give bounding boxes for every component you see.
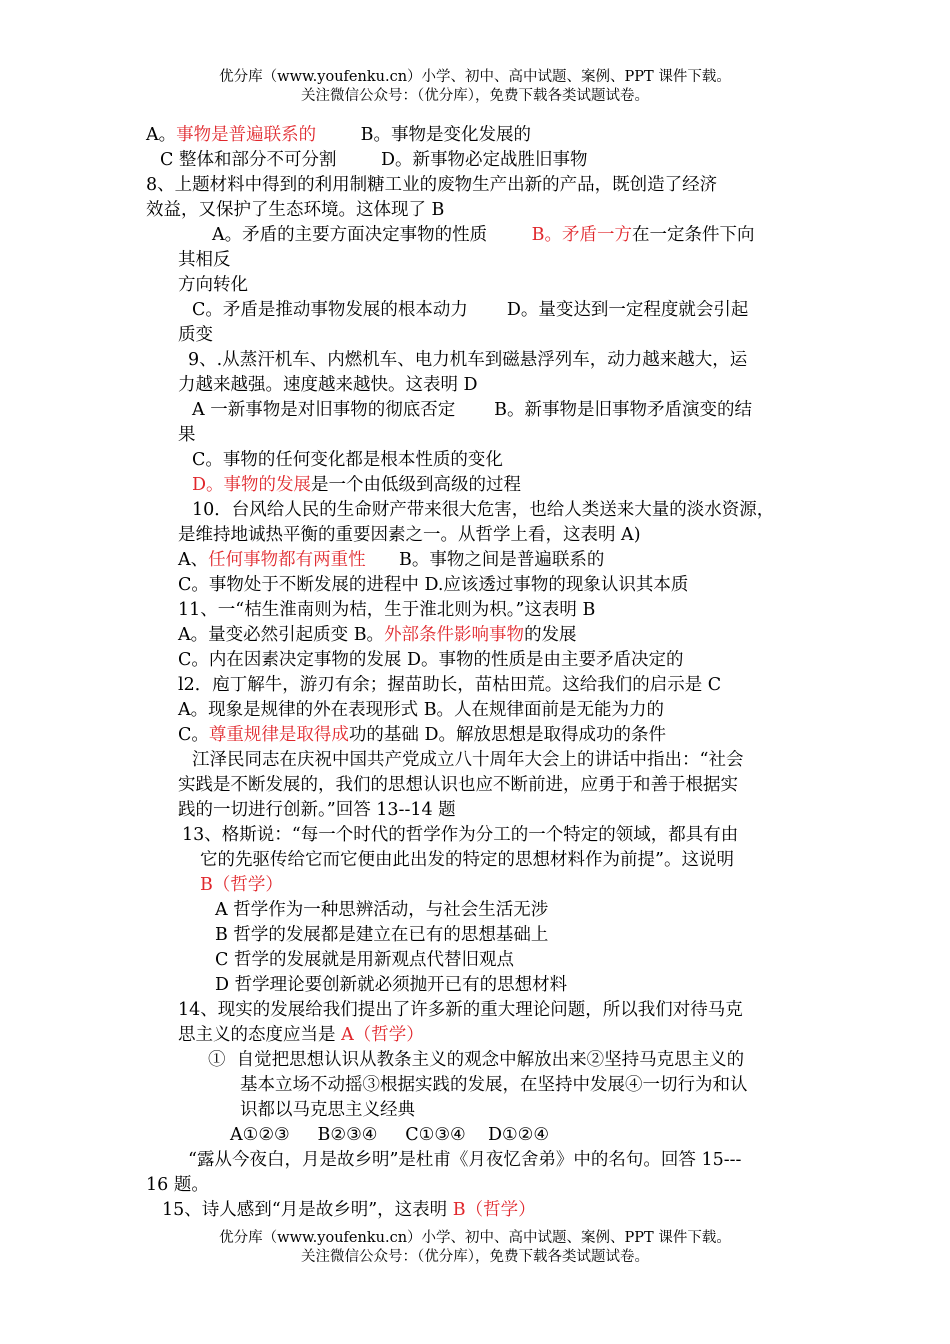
text-line — [178, 248, 231, 273]
text-segment: A。量变必然引起质变 B。 — [178, 625, 385, 645]
text-segment: 15、诗人感到“月是故乡明”，这表明 — [162, 1200, 453, 1220]
text-segment: 江泽民同志在庆祝中国共产党成立八十周年大会上的讲话中指出：“社会 — [192, 750, 744, 770]
text-line — [178, 423, 196, 448]
text-line — [178, 523, 641, 548]
text-segment: 16 题。 — [146, 1175, 209, 1195]
text-segment: 践的一切进行创新。”回答 13--14 题 — [178, 800, 456, 820]
text-line — [215, 923, 548, 948]
text-line — [178, 1023, 424, 1048]
text-line — [200, 873, 283, 898]
text-segment: 方向转化 — [178, 275, 248, 295]
text-line — [215, 973, 567, 998]
text-segment: 14、现实的发展给我们提出了许多新的重大理论问题，所以我们对待马克 — [178, 1000, 743, 1020]
text-segment: B 哲学的发展都是建立在已有的思想基础上 — [215, 925, 549, 945]
text-segment: ① 自觉把思想认识从教条主义的观念中解放出来②坚持马克思主义的 — [208, 1050, 745, 1070]
highlighted-answer-text: A（哲学） — [341, 1025, 424, 1045]
text-segment: 果 — [178, 425, 196, 445]
footer-line-2: 关注微信公众号：（优分库），免费下载各类试题试卷。 — [301, 1249, 649, 1265]
text-line — [146, 123, 531, 148]
text-segment: A 哲学作为一种思辨活动，与社会生活无涉 — [215, 900, 549, 920]
highlighted-answer-text: B（哲学） — [200, 875, 283, 895]
text-line — [146, 173, 717, 198]
text-segment: C。矛盾是推动事物发展的根本动力 D。量变达到一定程度就会引起 — [192, 300, 749, 320]
text-segment: 质变 — [178, 325, 213, 345]
text-segment: 识都以马克思主义经典 — [240, 1100, 415, 1120]
page-footer — [0, 1229, 950, 1267]
text-line — [178, 998, 743, 1023]
text-line — [146, 1173, 209, 1198]
text-line — [178, 723, 666, 748]
text-line — [240, 1073, 748, 1098]
text-segment: 基本立场不动摇③根据实践的发展，在坚持中发展④一切行为和认 — [240, 1075, 748, 1095]
text-line — [212, 223, 755, 248]
text-line — [192, 498, 774, 523]
footer-line-1: 优分库（www.youfenku.cn）小学、初中、高中试题、案例、PPT 课件下载。 — [219, 1230, 731, 1246]
text-segment: D 哲学理论要创新就必须抛开已有的思想材料 — [215, 975, 568, 995]
text-segment: C 整体和部分不可分割 D。新事物必定战胜旧事物 — [160, 150, 588, 170]
text-segment: 11、一“桔生淮南则为桔，生于淮北则为枳。”这表明 B — [178, 600, 596, 620]
text-line — [178, 798, 456, 823]
text-line — [188, 1148, 741, 1173]
text-line — [192, 448, 503, 473]
text-line — [192, 748, 743, 773]
text-line — [162, 1198, 536, 1223]
text-line — [178, 548, 604, 573]
text-segment: C 哲学的发展就是用新观点代替旧观点 — [215, 950, 514, 970]
highlighted-answer-text: 尊重规律是取得成 — [208, 725, 349, 745]
highlighted-answer-text: 外部条件影响事物 — [384, 625, 525, 645]
text-segment: l2．庖丁解牛，游刃有余；握苗助长，苗枯田荒。这给我们的启示是 C — [178, 675, 722, 695]
highlighted-answer-text: B（哲学） — [452, 1200, 536, 1220]
text-segment: 思主义的态度应当是 — [178, 1025, 342, 1045]
highlighted-answer-text: B。矛盾一方 — [531, 225, 633, 245]
text-segment: C。 — [178, 725, 209, 745]
text-line — [178, 648, 683, 673]
text-line — [178, 323, 213, 348]
text-segment: 的发展 — [524, 625, 577, 645]
text-segment: 它的先驱传给它而它便由此出发的特定的思想材料作为前提”。这说明 — [200, 850, 734, 870]
text-segment: 效益，又保护了生态环境。这体现了 B — [146, 200, 445, 220]
text-segment: A、 — [178, 550, 209, 570]
text-segment: 是维持地诚热平衡的重要因素之一。从哲学上看，这表明 A) — [178, 525, 641, 545]
text-line — [192, 473, 521, 498]
text-segment: “露从今夜白，月是故乡明”是杜甫《月夜忆舍弟》中的名句。回答 15--- — [188, 1150, 742, 1170]
text-line — [178, 698, 664, 723]
page-header — [0, 68, 950, 106]
text-segment: C。事物的任何变化都是根本性质的变化 — [192, 450, 503, 470]
text-line — [192, 298, 748, 323]
text-line — [192, 398, 752, 423]
text-segment: 13、格斯说：“每一个时代的哲学作为分工的一个特定的领域，都具有由 — [182, 825, 739, 845]
text-line — [178, 573, 688, 598]
highlighted-answer-text: D。事物的发展 — [192, 475, 312, 495]
text-segment: 力越来越强。速度越来越快。这表明 D — [178, 375, 478, 395]
text-segment: 在一定条件下向 — [632, 225, 755, 245]
text-segment: B。事物是变化发展的 — [316, 125, 532, 145]
text-line — [160, 148, 587, 173]
text-segment: 功的基础 D。解放思想是取得成功的条件 — [348, 725, 666, 745]
text-line — [215, 898, 548, 923]
highlighted-answer-text: 事物是普遍联系的 — [176, 125, 317, 145]
text-line — [178, 373, 478, 398]
text-line — [146, 198, 444, 223]
text-line — [215, 948, 514, 973]
text-segment: 实践是不断发展的，我们的思想认识也应不断前进，应勇于和善于根据实 — [178, 775, 738, 795]
text-segment: A 一新事物是对旧事物的彻底否定 B。新事物是旧事物矛盾演变的结 — [192, 400, 752, 420]
text-segment: B。事物之间是普遍联系的 — [365, 550, 605, 570]
text-segment: A。矛盾的主要方面决定事物的性质 — [212, 225, 532, 245]
text-segment: 是一个由低级到高级的过程 — [311, 475, 522, 495]
text-line — [178, 773, 738, 798]
text-line — [178, 673, 721, 698]
header-line-1: 优分库（www.youfenku.cn）小学、初中、高中试题、案例、PPT 课件下载。 — [219, 69, 731, 85]
text-line — [240, 1098, 415, 1123]
text-line — [178, 598, 595, 623]
text-line — [230, 1123, 549, 1148]
header-line-2: 关注微信公众号：（优分库），免费下载各类试题试卷。 — [301, 88, 649, 104]
text-line — [188, 348, 747, 373]
text-segment: 10．台风给人民的生命财产带来很大危害，也给人类送来大量的淡水资源， — [192, 500, 775, 520]
text-segment: 其相反 — [178, 250, 231, 270]
text-segment: A。现象是规律的外在表现形式 B。人在规律面前是无能为力的 — [178, 700, 665, 720]
text-segment: A。 — [146, 125, 177, 145]
text-line — [178, 623, 577, 648]
text-segment: A①②③ B②③④ C①③④ D①②④ — [230, 1125, 550, 1145]
text-line — [178, 273, 248, 298]
highlighted-answer-text: 任何事物都有两重性 — [208, 550, 366, 570]
text-segment: 8、上题材料中得到的利用制糖工业的废物生产出新的产品，既创造了经济 — [146, 175, 718, 195]
text-line — [182, 823, 738, 848]
text-segment: 9、.从蒸汗机车、内燃机车、电力机车到磁悬浮列车，动力越来越大，运 — [188, 350, 748, 370]
text-line — [200, 848, 734, 873]
text-segment: C。内在因素决定事物的发展 D。事物的性质是由主要矛盾决定的 — [178, 650, 684, 670]
text-segment: C。事物处于不断发展的进程中 D.应该透过事物的现象认识其本质 — [178, 575, 689, 595]
text-line — [208, 1048, 744, 1073]
